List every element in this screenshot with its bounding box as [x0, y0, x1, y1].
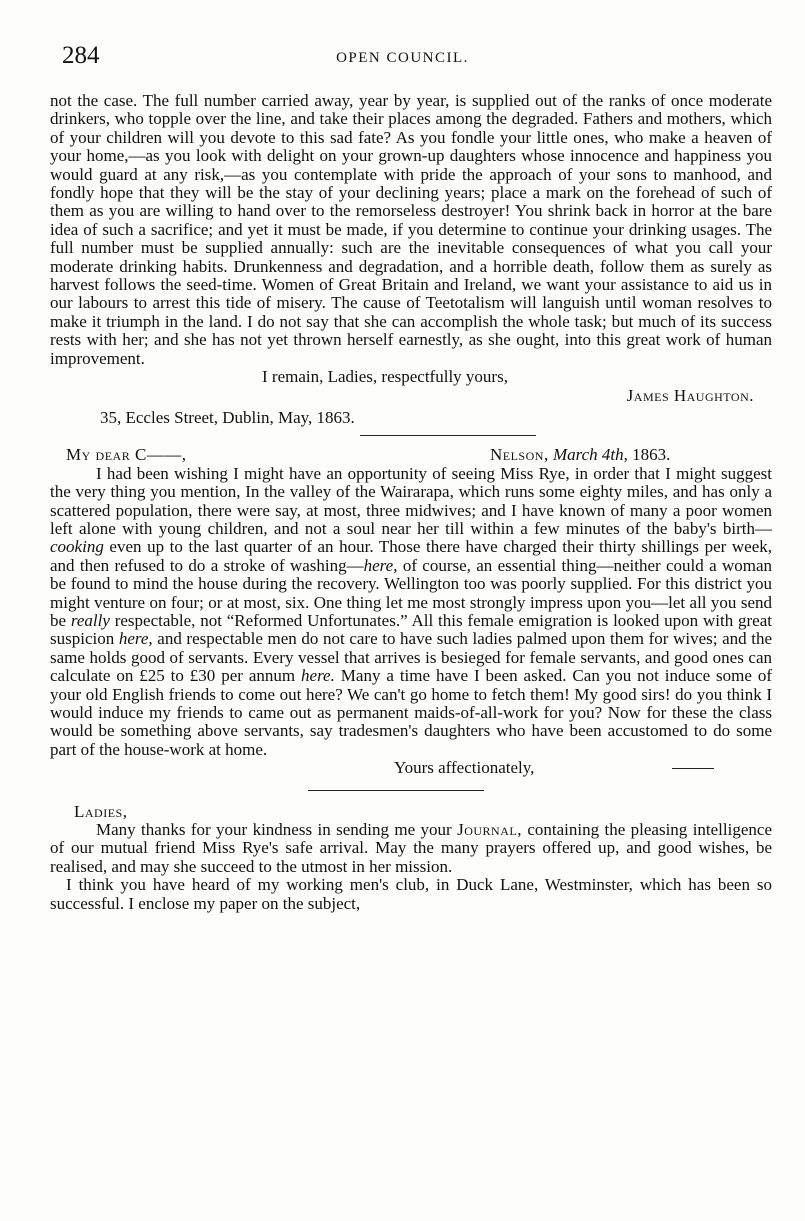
letter2-salutation: My dear C——,	[66, 445, 187, 465]
letter2-dateline	[50, 446, 772, 464]
signature-dash	[672, 768, 714, 769]
letter3-paragraph-1: Many thanks for your kindness in sending me your Journal, containing the pleasing intelligence of our mutual friend Miss Rye's safe arrival. May the many prayers offered up, and good wishes, be realised, and may she succeed to the utmost in her mission.	[50, 820, 772, 876]
page-number: 284	[62, 42, 100, 69]
letter1-closing: I remain, Ladies, respectfully yours,	[262, 367, 508, 387]
page-header	[0, 42, 805, 72]
letter2-date: March 4th,	[552, 445, 628, 465]
letter2-year: 1863.	[632, 445, 671, 465]
section-divider	[360, 435, 536, 436]
letter1-signature: James Haughton.	[626, 385, 754, 405]
page-body	[50, 92, 772, 913]
letter3-salutation: Ladies,	[74, 801, 128, 821]
letter3-paragraph-2: I think you have heard of my working men's club, in Duck Lane, Westminster, which has been so successful. I enclose my paper on the subject,	[50, 875, 772, 913]
letter2-valediction-text: Yours affectionately,	[394, 758, 535, 778]
letter2-body: I had been wishing I might have an opportunity of seeing Miss Rye, in order that I might suggest the very thing you mention, In the valley of the Wairarapa, which runs some eighty miles, and has only a scattered population, there were say, at most, three midwives; and I have known of many a poor women left alone with young children, and not a soul near her till within a few minutes of the baby's birth—cooking even up to the last quarter of an hour. Those there have charged their thirty shillings per week, and then refused to do a stroke of washing—here, of course, an essential thing—neither could a woman be found to mind the house during the recovery. Wellington too was poorly supplied. For this district you might venture on four; or at most, six. One thing let me most strongly impress upon you—let all you send be really respectable, not “Reformed Unfortunates.” All this female emigration is looked upon with great suspicion here, and respectable men do not care to have such ladies palmed upon them for wives; and the same holds good of servants. Every vessel that arrives is besieged for female servants, and good ones can calculate on £25 to £30 per annum here. Many a time have I been asked. Can you not induce some of your old English friends to come out here? We can't go home to fetch them! My good sirs! do you think I would induce my friends to came out as permanent maids-of-all-work for you? Now for these the class would be something above servants, say tradesmen's daughters who have been accustomed to do some part of the house-work at home.	[50, 463, 773, 759]
section-divider	[308, 790, 484, 791]
letter2-valediction	[50, 759, 772, 777]
letter2-place: Nelson,	[490, 445, 549, 465]
running-head: OPEN COUNCIL.	[336, 50, 469, 66]
letter1-paragraph: not the case. The full number carried away, year by year, is supplied out of the ranks of once moderate drinkers, who topple over the line, and take their places among the degraded. Fathers and mothers, which of your children will you devote to this sad fate? As you fondle your little ones, who make a heaven of your home,—as you look with delight on your grown-up daughters whose innocence and happiness you would guard at any risk,—as you contemplate with pride the approach of your sons to manhood, and fondly hope that they will be the stay of your declining years; place a mark on the forehead of such of them as you are willing to hand over to the remorseless destroyer! You shrink back in horror at the bare idea of such a sacrifice; and yet it must be made, if you determine to continue your drinking usages. The full number must be supplied annually: such are the inevitable consequences of what you call your moderate drinking habits. Drunkenness and degradation, and a horrible death, follow them as surely as harvest follows the seed-time. Women of Great Britain and Ireland, we want your assistance to aid us in our labours to arrest this tide of misery. The cause of Teetotalism will languish until woman resolves to make it triumph in the land. I do not say that she can accomplish the whole task; but much of its success rests with her; and she has not yet thrown herself earnestly, as she ought, into this great work of human improvement.	[50, 91, 772, 368]
letter1-address: 35, Eccles Street, Dublin, May, 1863.	[100, 407, 355, 427]
